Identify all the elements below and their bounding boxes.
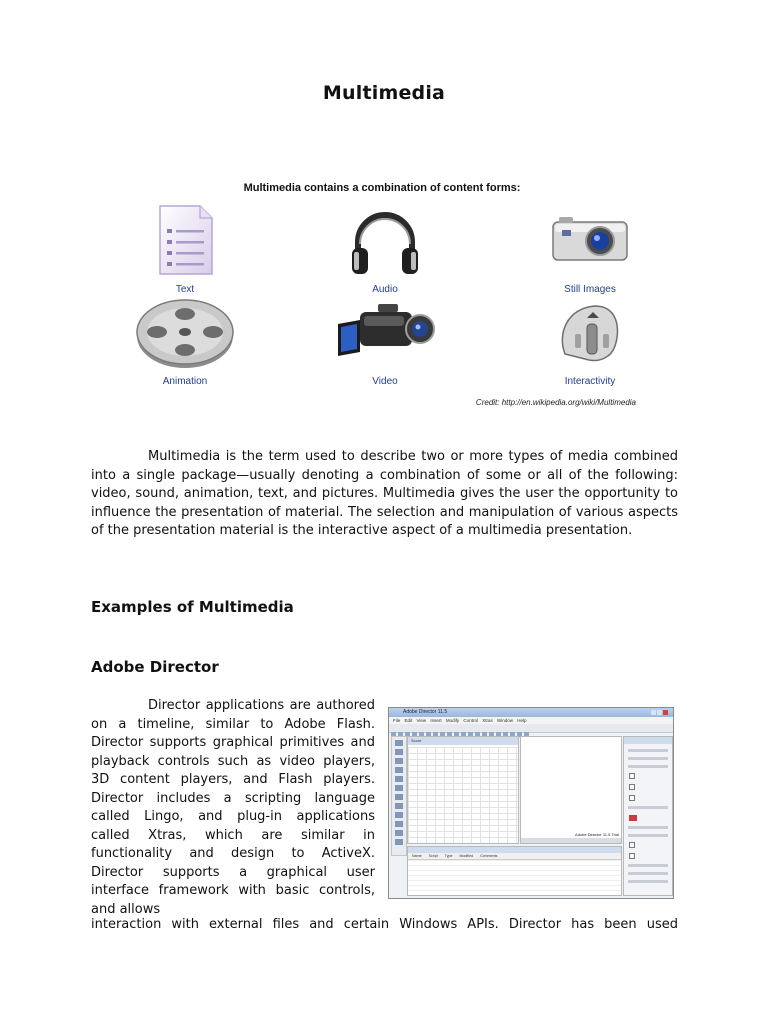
figure-label-audio: Audio bbox=[372, 284, 398, 295]
screenshot-stage-panel bbox=[520, 736, 622, 844]
figure-item-video bbox=[320, 294, 450, 387]
screenshot-window-title: Adobe Director 11.5 bbox=[403, 709, 448, 715]
stage-control-strip bbox=[521, 838, 621, 843]
interactivity-icon bbox=[545, 294, 635, 374]
window-controls bbox=[650, 710, 670, 715]
headphones-icon bbox=[340, 202, 430, 282]
figure-item-text bbox=[120, 202, 250, 295]
director-paragraph-continued: interaction with external files and certain Windows APIs. Director has been used bbox=[91, 917, 678, 932]
figure-label-animation: Animation bbox=[162, 376, 208, 387]
screenshot-menu-bar: File Edit View Insert Modify Control Xtras Window Help bbox=[389, 717, 673, 724]
camcorder-icon bbox=[330, 294, 440, 374]
adobe-director-heading: Adobe Director bbox=[91, 658, 219, 676]
figure-heading: Multimedia contains a combination of content forms: bbox=[243, 182, 521, 194]
film-reel-icon bbox=[130, 294, 240, 374]
figure-credit: Credit: http://en.wikipedia.org/wiki/Multimedia bbox=[475, 398, 636, 407]
intro-paragraph: Multimedia is the term used to describe two or more types of media combined into a single package—usually denoting a combination of some or all of the following: video, sound, animation, text, and pictures. Multimedia gives the user the opportunity to influence the presentation of material. The selection and manipulation of various aspects of the presentation material is the interactive aspect of a multimedia presentation. bbox=[91, 449, 678, 538]
cast-columns: Name Script Type Modified Comments bbox=[408, 853, 621, 860]
screenshot-score-panel bbox=[407, 736, 519, 844]
screenshot-toolbar bbox=[389, 724, 673, 733]
director-paragraph: Director applications are authored on a timeline, similar to Adobe Flash. Director supports graphical primitives and playback controls such as video players, 3D content players, and Flash players. Director includes a scripting language called Lingo, and plug-in applications called Xtras, which are similar in functionality and design to ActiveX. Director supports a graphical user interface framework with basic controls, and allows bbox=[91, 698, 375, 917]
screenshot-tool-palette bbox=[391, 736, 407, 856]
figure-item-audio bbox=[320, 202, 450, 295]
figure-label-text: Text bbox=[175, 284, 195, 295]
cast-rows bbox=[408, 860, 621, 895]
score-grid bbox=[408, 747, 518, 843]
figure-label-still-images: Still Images bbox=[564, 284, 616, 295]
figure-item-animation bbox=[120, 294, 250, 387]
camera-icon bbox=[545, 202, 635, 282]
figure-item-interactivity bbox=[525, 294, 655, 387]
screenshot-title-bar bbox=[389, 708, 673, 717]
stage-caption: Adobe Director 11.5 Trial bbox=[575, 832, 619, 837]
document-icon bbox=[140, 202, 230, 282]
examples-heading: Examples of Multimedia bbox=[91, 598, 294, 616]
screenshot-property-inspector bbox=[623, 736, 673, 896]
figure-item-still-images bbox=[525, 202, 655, 295]
screenshot-cast-panel bbox=[407, 846, 622, 896]
page-title: Multimedia bbox=[322, 82, 446, 104]
figure-label-video: Video bbox=[372, 376, 398, 387]
figure-label-interactivity: Interactivity bbox=[564, 376, 616, 387]
adobe-director-screenshot bbox=[388, 707, 674, 899]
multimedia-content-forms-figure bbox=[120, 176, 650, 412]
score-panel-title: Score bbox=[408, 737, 518, 745]
